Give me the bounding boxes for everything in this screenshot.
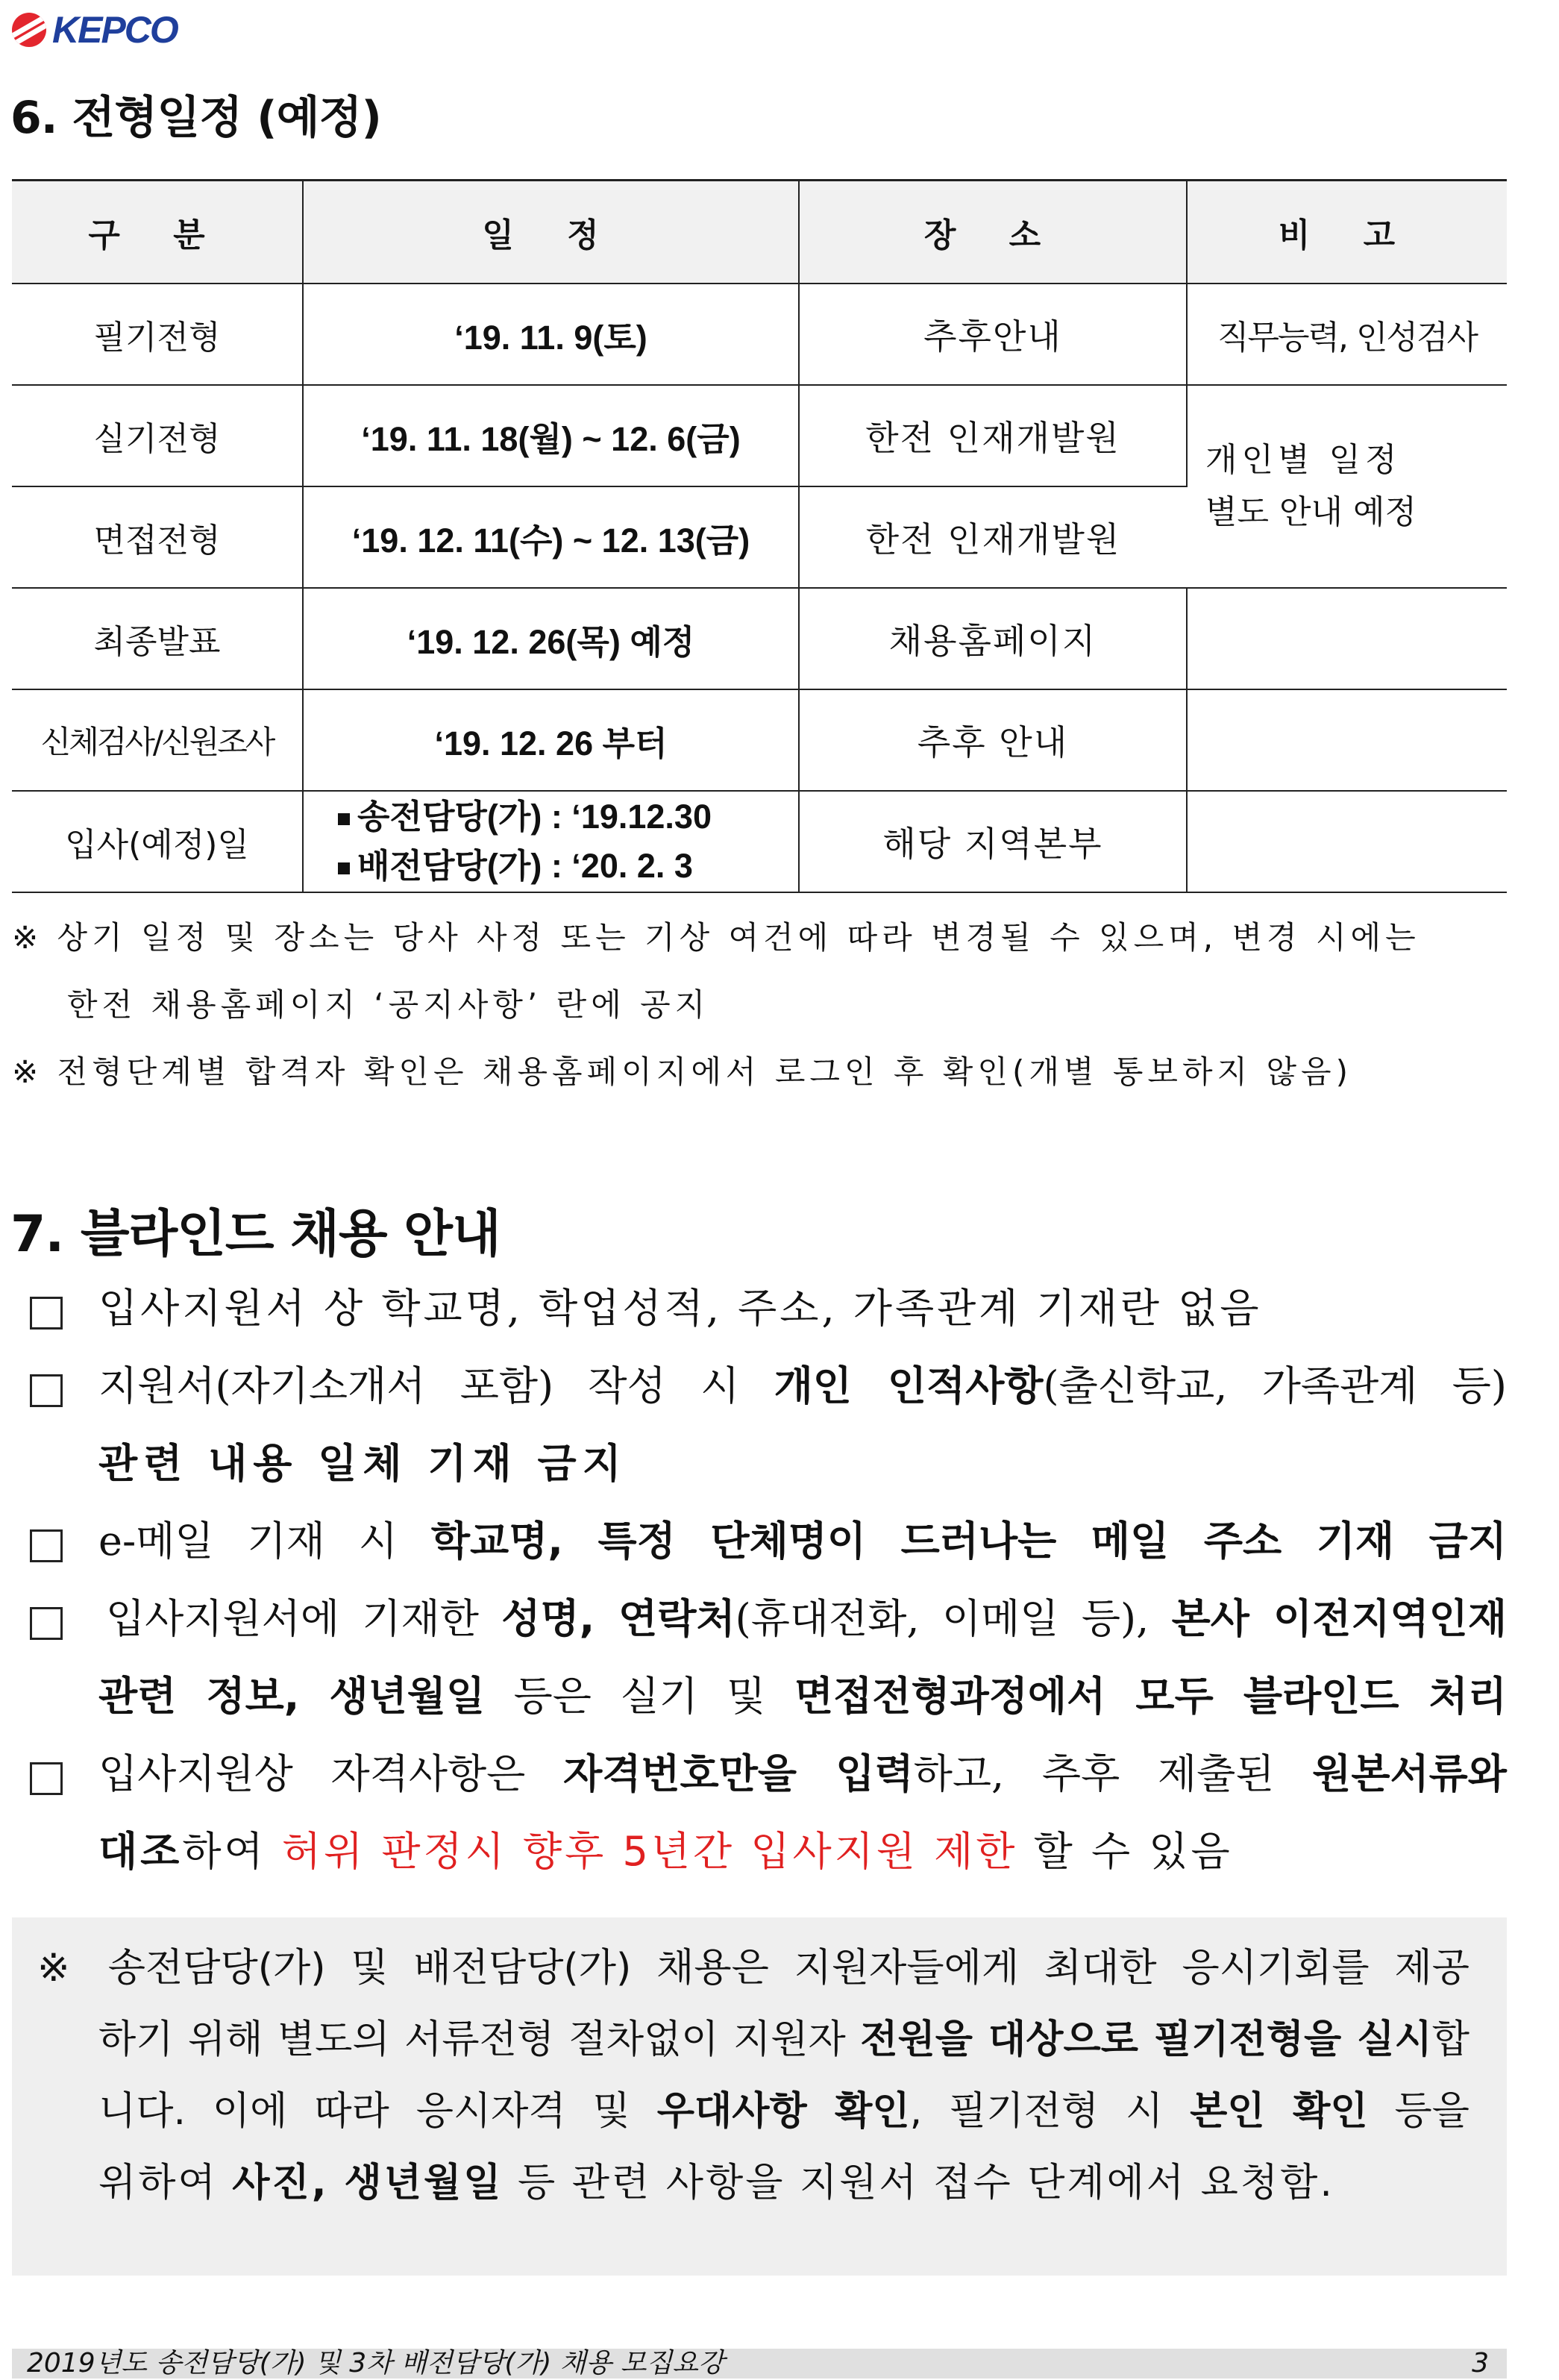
notice-text: 위하여 <box>98 2161 233 2205</box>
stage-cell: 실기전형 <box>12 385 303 486</box>
note-cell-merged <box>1187 385 1507 588</box>
date-bullet <box>304 842 798 891</box>
item-text: (휴대전화, 이메일 등), <box>735 1595 1172 1642</box>
place-cell: 해당 지역본부 <box>799 791 1187 892</box>
header-category: 구 분 <box>12 181 303 284</box>
section6-title: 6. 전형일정 (예정) <box>10 92 381 144</box>
notice-bold: 우대사항 확인 <box>656 2089 910 2134</box>
notice-line <box>37 2076 1469 2147</box>
stage-cell: 면접전형 <box>12 486 303 588</box>
date-cell: ‘19. 12. 26(목) 예정 <box>303 588 799 689</box>
date-bullet <box>304 792 798 842</box>
table-row <box>12 284 1507 385</box>
notice-line <box>37 2147 1469 2219</box>
header-date: 일 정 <box>303 181 799 284</box>
kepco-logo-icon <box>12 13 46 47</box>
item-text: (출신학교, 가족관계 등) <box>1043 1362 1507 1409</box>
note-line: 한전 채용홈페이지 ‘공지사항’ 란에 공지 <box>67 986 710 1023</box>
page-number: 3 <box>1472 2348 1489 2379</box>
item-line <box>98 1347 1507 1425</box>
footer-title: 2019년도 송전담당(가) 및 3차 배전담당(가) 채용 모집요강 <box>27 2348 724 2379</box>
item-line <box>98 1813 1507 1891</box>
note-cell <box>1187 588 1507 689</box>
notice-text: 하기 위해 별도의 서류전형 절차없이 지원자 <box>98 2017 861 2062</box>
date-line: 송전담당(가) : ‘19.12.30 <box>357 798 712 836</box>
list-item <box>30 1270 1507 1347</box>
item-bold: 대조 <box>98 1828 183 1875</box>
notice-text: 합 <box>1431 2017 1469 2062</box>
item-bold: 개인 인적사항 <box>774 1362 1044 1409</box>
item-bold: 학교명, 특정 단체명이 드러나는 메일 주소 기재 금지 <box>430 1518 1507 1565</box>
item-bold: 성명, 연락처 <box>501 1595 735 1642</box>
item-warning-text: 허위 판정시 향후 5년간 입사지원 제한 <box>281 1828 1018 1875</box>
item-text: 등은 실기 및 <box>485 1673 794 1720</box>
note-line: ※ 상기 일정 및 장소는 당사 사정 또는 기상 여건에 따라 변경될 수 있으며, 변경 시에는 <box>12 919 1420 956</box>
place-cell: 추후안내 <box>799 284 1187 385</box>
stage-cell: 입사(예정)일 <box>12 791 303 892</box>
item-text: 할 수 있음 <box>1017 1828 1233 1875</box>
stage-cell: 필기전형 <box>12 284 303 385</box>
date-cell: ‘19. 11. 18(월) ~ 12. 6(금) <box>303 385 799 486</box>
square-bullet-icon <box>338 813 350 825</box>
notice-text: , 필기전형 시 <box>909 2089 1191 2134</box>
notice-text: 등을 <box>1367 2089 1469 2134</box>
item-text: e-메일 기재 시 <box>98 1518 431 1565</box>
page-footer <box>12 2349 1507 2379</box>
section7-title: 7. 블라인드 채용 안내 <box>10 1205 501 1264</box>
note-cell: 직무능력, 인성검사 <box>1187 284 1507 385</box>
header-note: 비 고 <box>1187 181 1507 284</box>
notice-line <box>37 2004 1469 2076</box>
item-text: 입사지원서 상 학교명, 학업성적, 주소, 가족관계 기재란 없음 <box>98 1285 1262 1332</box>
notice-text: 등 관련 사항을 지원서 접수 단계에서 요청함. <box>503 2161 1334 2205</box>
checkbox-square-icon <box>30 1374 63 1407</box>
checkbox-square-icon <box>30 1762 63 1795</box>
note-line: 별도 안내 예정 <box>1205 493 1417 531</box>
blind-hiring-list <box>30 1270 1507 1891</box>
date-cell: ‘19. 12. 11(수) ~ 12. 13(금) <box>303 486 799 588</box>
date-cell <box>303 791 799 892</box>
date-cell: ‘19. 12. 26 부터 <box>303 689 799 791</box>
item-bold: 본사 이전지역인재 <box>1171 1595 1507 1642</box>
notice-text: 니다. 이에 따라 응시자격 및 <box>98 2089 657 2134</box>
checkbox-square-icon <box>30 1529 63 1562</box>
note-cell <box>1187 791 1507 892</box>
list-item <box>30 1580 1507 1735</box>
note-cell <box>1187 689 1507 791</box>
table-row <box>12 791 1507 892</box>
list-item <box>30 1347 1507 1503</box>
item-line <box>98 1580 1507 1658</box>
place-cell: 추후 안내 <box>799 689 1187 791</box>
header-place: 장 소 <box>799 181 1187 284</box>
place-cell: 한전 인재개발원 <box>799 486 1187 588</box>
schedule-header-row <box>12 181 1507 284</box>
checkbox-square-icon <box>30 1297 63 1330</box>
schedule-table <box>12 179 1507 893</box>
stage-cell: 신체검사/신원조사 <box>12 689 303 791</box>
item-bold: 자격번호만을 입력 <box>563 1750 914 1797</box>
list-item <box>30 1503 1507 1580</box>
item-text: 하여 <box>182 1828 282 1875</box>
place-cell: 채용홈페이지 <box>799 588 1187 689</box>
place-cell: 한전 인재개발원 <box>799 385 1187 486</box>
item-bold: 관련 정보, 생년월일 <box>98 1673 486 1720</box>
stage-cell: 최종발표 <box>12 588 303 689</box>
item-bold: 면접전형과정에서 모두 블라인드 처리 <box>794 1673 1507 1720</box>
item-line <box>98 1425 1507 1503</box>
item-line <box>98 1658 1507 1735</box>
table-row <box>12 588 1507 689</box>
item-bold: 원본서류와 <box>1312 1750 1507 1797</box>
square-bullet-icon <box>338 862 350 874</box>
note-line: 개인별 일정 <box>1205 441 1402 479</box>
item-text: 입사지원서에 기재한 <box>106 1595 502 1642</box>
item-bold: 관련 내용 일체 기재 금지 <box>98 1440 627 1487</box>
kepco-logo <box>12 9 178 51</box>
list-item <box>30 1735 1507 1891</box>
note-line: ※ 전형단계별 합격자 확인은 채용홈페이지에서 로그인 후 확인(개별 통보하지 않음) <box>12 1053 1352 1090</box>
notice-bold: 본인 확인 <box>1190 2089 1368 2134</box>
item-text: 지원서(자기소개서 포함) 작성 시 <box>98 1362 774 1409</box>
notice-bold: 전원을 대상으로 필기전형을 실시 <box>860 2017 1432 2062</box>
date-cell: ‘19. 11. 9(토) <box>303 284 799 385</box>
item-line <box>98 1503 1507 1580</box>
schedule-notes <box>12 904 1511 1106</box>
table-row <box>12 385 1507 486</box>
notice-line: ※ 송전담당(가) 및 배전담당(가) 채용은 지원자들에게 최대한 응시기회를 제공 <box>37 1946 1469 1991</box>
notice-bold: 사진, 생년월일 <box>232 2161 504 2205</box>
kepco-logo-text: KEPCO <box>52 9 178 51</box>
date-line: 배전담당(가) : ‘20. 2. 3 <box>357 847 693 885</box>
item-text: 입사지원상 자격사항은 <box>98 1750 564 1797</box>
table-row <box>12 689 1507 791</box>
item-text: 하고, 추후 제출된 <box>913 1750 1313 1797</box>
checkbox-square-icon <box>30 1607 63 1640</box>
item-line <box>98 1735 1507 1813</box>
notice-box <box>12 1917 1507 2276</box>
